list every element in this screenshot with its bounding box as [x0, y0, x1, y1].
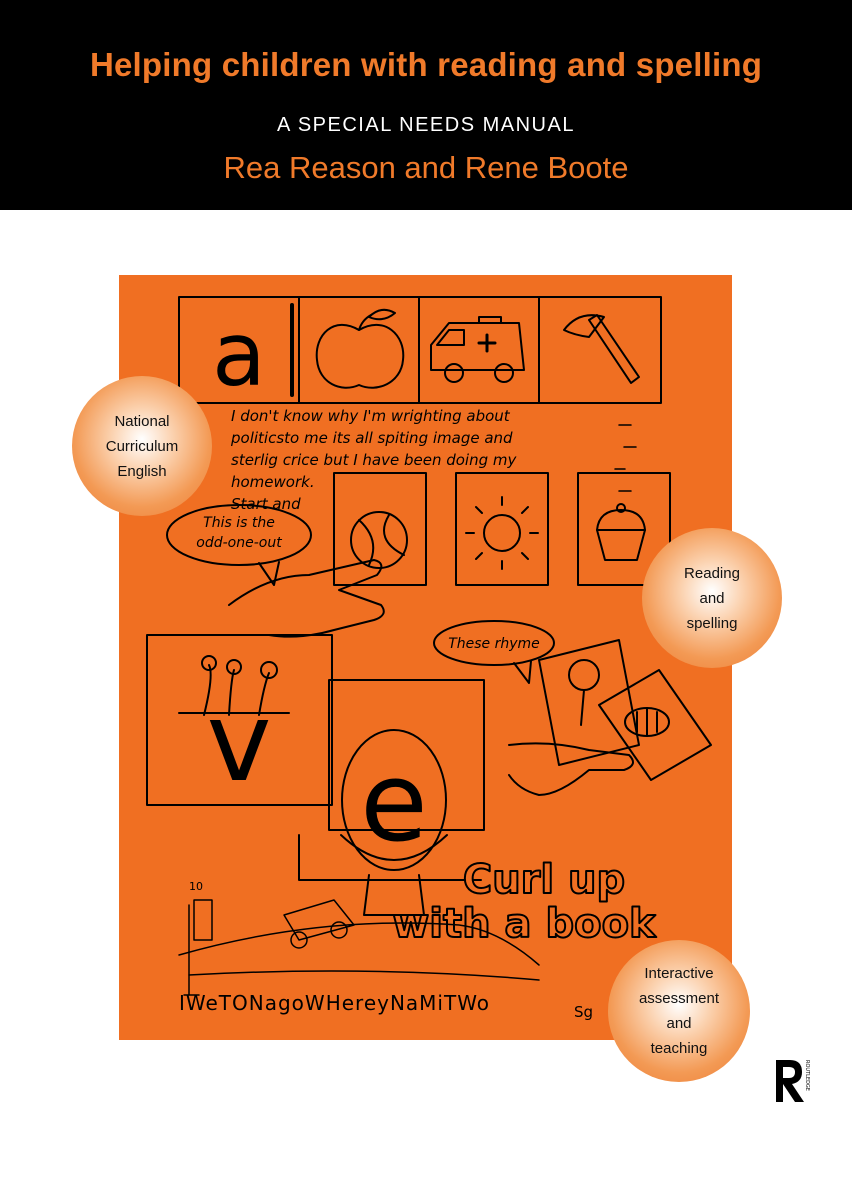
- badge-line: and: [666, 1015, 692, 1032]
- book-authors: Rea Reason and Rene Boote: [223, 150, 629, 185]
- curl-up-text: Curl up: [462, 857, 626, 903]
- card-bee: [599, 670, 711, 780]
- handwriting-line: politicsto me its all spiting image and: [231, 429, 513, 447]
- letter-v: v: [206, 678, 272, 806]
- book-title: Helping children with reading and spelling: [89, 46, 763, 83]
- child-writing: IWeTONagoWHereyNaMiTWo: [179, 991, 491, 1015]
- handwriting-line: Start and: [231, 495, 301, 513]
- badge-line: Curriculum: [105, 437, 179, 455]
- header-band: [0, 0, 852, 210]
- badge-line: teaching: [650, 1040, 708, 1057]
- with-a-book-text: with a book: [392, 901, 656, 947]
- pointing-hand: [229, 560, 384, 637]
- apple-icon: [317, 310, 404, 388]
- svg-text:This is the: This is the: [203, 515, 275, 531]
- letter-a: a: [212, 303, 266, 406]
- badge-line: National: [114, 412, 170, 430]
- speech-bubble-2: These rhyme: [448, 636, 540, 652]
- publisher-name: ROUTLEDGE: [804, 1060, 810, 1091]
- child-signature: Sg: [574, 1003, 594, 1021]
- svg-text:odd-one-out: odd-one-out: [196, 535, 282, 551]
- badge-reading-spelling: [642, 528, 782, 668]
- bubble-lettering: [392, 857, 657, 947]
- badge-line: assessment: [638, 990, 720, 1007]
- handwriting-line: I don't know why I'm wrighting about: [231, 407, 510, 425]
- routledge-logo-icon: [768, 1058, 808, 1116]
- book-subtitle: A SPECIAL NEEDS MANUAL: [277, 114, 575, 136]
- badge-line: Reading: [684, 564, 740, 582]
- badge-national-curriculum: [72, 376, 212, 516]
- letter-e: e: [360, 738, 428, 866]
- badge-interactive-assessment: [608, 940, 750, 1082]
- badge-line: and: [699, 589, 725, 607]
- svg-text:10: 10: [189, 880, 203, 893]
- handwriting-line: homework.: [231, 473, 315, 491]
- axe-icon: [564, 315, 639, 383]
- badge-line: English: [117, 462, 167, 480]
- card-tree: [539, 640, 639, 765]
- illustration-drawing: [119, 275, 732, 1040]
- badge-line: Interactive: [644, 965, 714, 982]
- badge-line: spelling: [686, 614, 738, 632]
- cover-illustration: [119, 275, 732, 1040]
- handwriting-block: [230, 407, 518, 513]
- handwriting-line: sterlig crice but I have been doing my: [231, 451, 517, 469]
- ambulance-icon: [431, 317, 524, 382]
